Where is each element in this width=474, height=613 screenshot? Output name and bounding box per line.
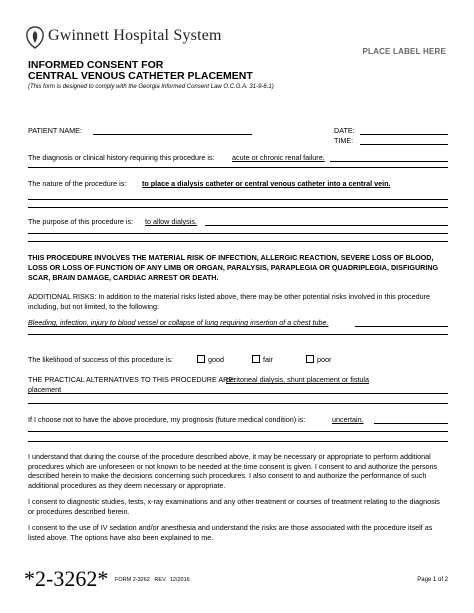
prognosis-line-3[interactable] (28, 441, 448, 442)
purpose-value[interactable]: to allow dialysis. (145, 217, 197, 226)
additional-risks-value[interactable]: Bleeding, infection, injury to blood vessel or collapse of lung requiring insertion of a chest tube. (28, 318, 329, 327)
purpose-line-3[interactable] (28, 241, 448, 242)
checkbox-fair[interactable] (252, 355, 260, 363)
nature-label: The nature of the procedure is: (28, 179, 127, 188)
additional-risks-line-fill (355, 326, 448, 327)
date-label: DATE: (334, 126, 355, 135)
likelihood-option-fair[interactable]: fair (252, 355, 273, 364)
nature-line-3[interactable] (28, 207, 448, 208)
alternatives-label: THE PRACTICAL ALTERNATIVES TO THIS PROCEDURE ARE: (28, 375, 236, 384)
alternatives-value-1[interactable]: peritoneal dialysis, shunt placement or fistula (226, 375, 370, 384)
purpose-label: The purpose of this procedure is: (28, 217, 134, 226)
nature-value[interactable]: to place a dialysis catheter or central venous catheter into a central vein. (142, 179, 391, 188)
time-field[interactable] (360, 144, 448, 145)
form-barcode-text: *2-3262* (24, 566, 109, 591)
prognosis-label: If I choose not to have the above procedure, my prognosis (future medical condition) is: (28, 415, 306, 424)
alternatives-line-2[interactable] (28, 403, 448, 404)
page-number: Page 1 of 2 (417, 577, 448, 583)
likelihood-option-poor[interactable]: poor (306, 355, 331, 364)
prognosis-value[interactable]: uncertain. (332, 415, 364, 424)
likelihood-label: The likelihood of success of this procedure is: (28, 355, 174, 364)
hospital-logo-icon (24, 25, 46, 49)
patient-name-field[interactable] (93, 134, 252, 135)
time-label: TIME: (334, 136, 354, 145)
prognosis-line-fill (374, 423, 448, 424)
alternatives-line-fill (60, 393, 448, 394)
diagnosis-line-2[interactable] (28, 167, 448, 168)
form-title-line2: CENTRAL VENOUS CATHETER PLACEMENT (28, 70, 253, 82)
purpose-line-2[interactable] (28, 233, 448, 234)
likelihood-option-good[interactable]: good (197, 355, 224, 364)
form-subtitle: (This form is designed to comply with the Georgia Informed Consent Law O.C.G.A. 31-9-6.1) (28, 84, 274, 90)
checkbox-poor[interactable] (306, 355, 314, 363)
form-revision-info: FORM 2-3262 REV. 12/2016 (115, 577, 190, 583)
additional-risks-text: ADDITIONAL RISKS: In addition to the material risks listed above, there may be other potential risks involved in this procedure including, but not limited, to the following: (28, 292, 431, 311)
consent-paragraph-1: I understand that during the course of the procedure described above, it may be necessary or appropriate to perform additional procedures which are unforeseen or not known to be needed at the time consent is given. I consent to and authorize the persons described herein to make the decisions concerning such procedures. I also consent to and authorize the performance of such additional procedures as they deem necessary or appropriate. (28, 452, 438, 490)
diagnosis-value[interactable]: acute or chronic renal failure. (232, 153, 325, 162)
form-title-line1: INFORMED CONSENT FOR (28, 59, 164, 71)
alternatives-value-2[interactable]: placement (28, 385, 62, 394)
additional-risks-line-2[interactable] (28, 334, 448, 335)
diagnosis-line-fill (330, 161, 448, 162)
checkbox-good[interactable] (197, 355, 205, 363)
nature-line-2[interactable] (28, 199, 448, 200)
prognosis-line-2[interactable] (28, 431, 448, 432)
material-risk-statement: THIS PROCEDURE INVOLVES THE MATERIAL RISK OF INFECTION, ALLERGIC REACTION, SEVERE LOSS OF BLOOD, LOSS OR LOSS OF FUNCTION OF ANY LIMB OR ORGAN, PARALYSIS, PARAPLEGIA OR QUADRIPLEGIA, DISFIGURING SCAR, BRAIN DAMAGE, CARDIAC ARREST OR DEATH. (28, 253, 439, 282)
patient-name-label: PATIENT NAME: (28, 126, 82, 135)
place-label-area: PLACE LABEL HERE (362, 47, 446, 56)
organization-name: Gwinnett Hospital System (48, 27, 222, 44)
consent-paragraph-2: I consent to diagnostic studies, tests, x-ray examinations and any other treatment or courses of treatment relating to the diagnosis or procedures described herein. (28, 497, 440, 516)
date-field[interactable] (360, 134, 448, 135)
diagnosis-label: The diagnosis or clinical history requiring this procedure is: (28, 153, 215, 162)
purpose-line-fill (205, 225, 448, 226)
consent-paragraph-3: I consent to the use of IV sedation and/or anesthesia and understand the risks are those associated with the procedure itself as listed above. The options have also been explained to me. (28, 523, 433, 542)
